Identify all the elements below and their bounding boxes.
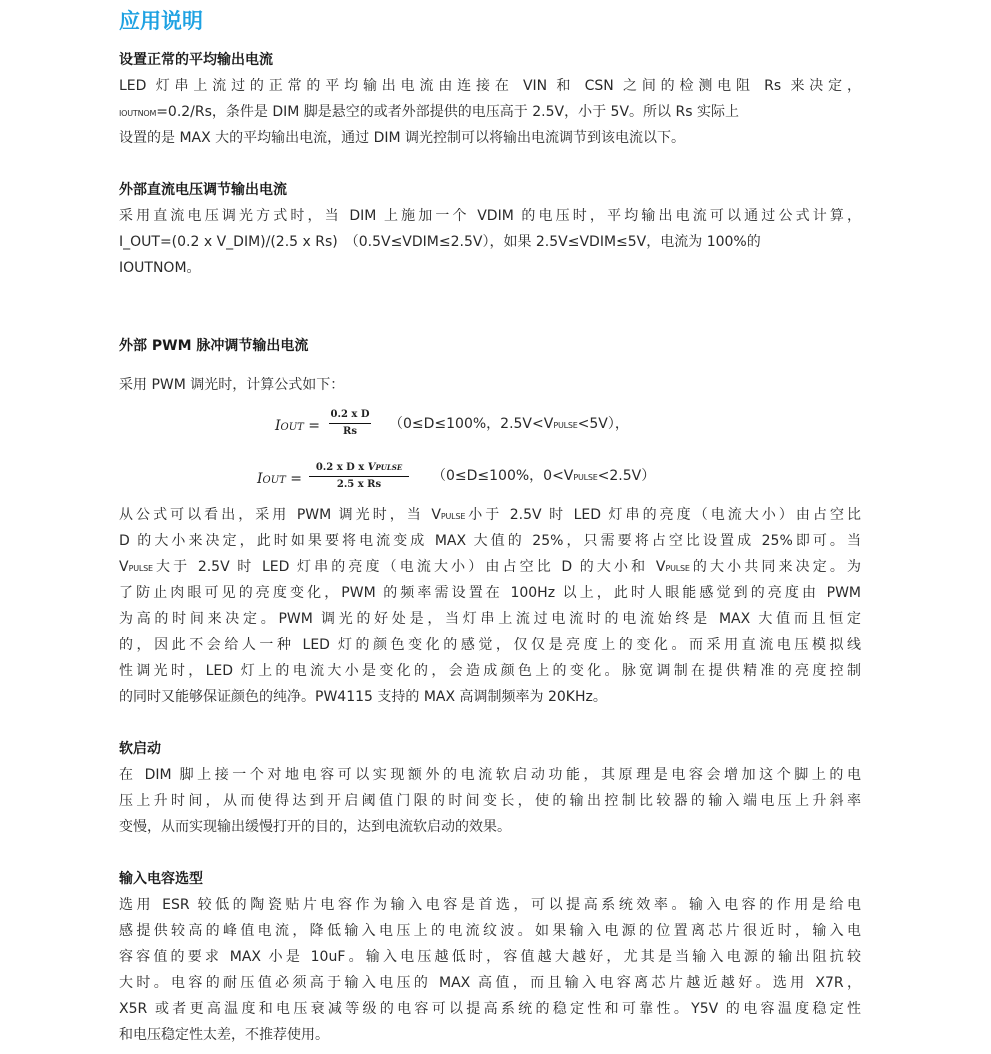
paragraph-line: 的同时又能够保证颜色的纯净。PW4115 支持的 MAX 高调制频率为 20KHz。 bbox=[119, 689, 607, 705]
paragraph-line bbox=[119, 505, 861, 527]
subscript-text: PULSE bbox=[128, 564, 153, 573]
paragraph-line: 和电压稳定性太差，不推荐使用。 bbox=[119, 1027, 329, 1043]
subscript-text: PULSE bbox=[573, 473, 598, 482]
paragraph-text: V bbox=[119, 559, 129, 575]
numerator-text: 0.2 x D x bbox=[315, 462, 368, 473]
paragraph-line: 变慢，从而实现输出缓慢打开的目的，达到电流软启动的效果。 bbox=[119, 819, 511, 835]
paragraph-text: 小于 2.5V 时 LED 灯串的亮度（电流大小）由占空比 bbox=[465, 507, 861, 523]
paragraph-line: 采用直流电压调光方式时，当 DIM 上施加一个 VDIM 的电压时，平均输出电流可以通过公式计算， bbox=[119, 208, 861, 224]
section-heading-avg-current: 设置正常的平均输出电流 bbox=[119, 52, 273, 68]
fraction-denominator: 2.5 x Rs bbox=[336, 479, 382, 490]
paragraph-text: 从公式可以看出，采用 PWM 调光时，当 V bbox=[119, 507, 441, 523]
subscript-text: IOUTNOM bbox=[119, 109, 157, 118]
paragraph-line: X5R 或者更高温度和电压衰减等级的电容可以提高系统的稳定性和可靠性。Y5V 的电容温度稳定性 bbox=[119, 1001, 861, 1017]
paragraph-line: D 的大小来决定，此时如果要将电流变成 MAX 大值的 25%，只需要将占空比设置成 25%即可。当 bbox=[119, 533, 861, 549]
paragraph-line: 在 DIM 脚上接一个对地电容可以实现额外的电流软启动功能，其原理是电容会增加这个脚上的电 bbox=[119, 767, 861, 783]
formula-lhs bbox=[275, 416, 320, 438]
paragraph-line: 感提供较高的峰值电流，降低输入电压上的电流纹波。如果输入电源的位置离芯片很近时，输入电 bbox=[119, 923, 861, 939]
condition-text: <2.5V） bbox=[597, 468, 656, 484]
paragraph-line: 容容值的要求 MAX 小是 10uF。输入电压越低时，容值越大越好，尤其是当输入电源的输出阻抗较 bbox=[119, 949, 861, 965]
paragraph-line: 选用 ESR 较低的陶瓷贴片电容作为输入电容是首选，可以提高系统效率。输入电容的作用是给电 bbox=[119, 897, 861, 913]
formula-condition bbox=[432, 466, 655, 488]
formula-lhs bbox=[257, 469, 302, 491]
fraction-numerator bbox=[309, 462, 409, 476]
paragraph-line: 压上升时间，从而使得达到开启阈值门限的时间变长，使的输出控制比较器的输入端电压上升斜率 bbox=[119, 793, 861, 809]
paragraph-text: 大于 2.5V 时 LED 灯串的亮度（电流大小）由占空比 D 的大小和 V bbox=[152, 559, 666, 575]
numerator-variable: V bbox=[367, 462, 376, 473]
section-heading-input-capacitor: 输入电容选型 bbox=[119, 871, 203, 887]
paragraph-line: 设置的是 MAX 大的平均输出电流，通过 DIM 调光控制可以将输出电流调节到该电流以下。 bbox=[119, 130, 686, 146]
formula-subscript: OUT bbox=[280, 422, 304, 433]
formula-subscript: OUT bbox=[262, 475, 286, 486]
paragraph-text: =0.2/Rs，条件是 DIM 脚是悬空的或者外部提供的电压高于 2.5V，小于 5V。所以 Rs 实际上 bbox=[156, 104, 739, 120]
paragraph-line: IOUTNOM。 bbox=[119, 260, 201, 276]
formula-fraction bbox=[309, 462, 409, 491]
section-heading-dc-dimming: 外部直流电压调节输出电流 bbox=[119, 182, 287, 198]
fraction-denominator: Rs bbox=[343, 426, 357, 437]
page-title: 应用说明 bbox=[119, 9, 203, 33]
paragraph-line bbox=[119, 557, 861, 579]
paragraph-line: LED 灯串上流过的正常的平均输出电流由连接在 VIN 和 CSN 之间的检测电阻 Rs 来决定， bbox=[119, 78, 861, 94]
numerator-subscript: PULSE bbox=[375, 463, 403, 472]
paragraph-line: 的，因此不会给人一种 LED 灯的颜色变化的感觉，仅仅是亮度上的变化。而采用直流电压模拟线 bbox=[119, 637, 861, 653]
subscript-text: PULSE bbox=[440, 512, 466, 521]
paragraph-line: I_OUT=(0.2 x V_DIM)/(2.5 x Rs) （0.5V≤VDIM≤2.5V），如果 2.5V≤VDIM≤5V，电流为 100%的 bbox=[119, 234, 761, 250]
section-heading-pwm-dimming: 外部 PWM 脉冲调节输出电流 bbox=[119, 338, 309, 354]
fraction-numerator: 0.2 x D bbox=[330, 409, 370, 420]
paragraph-line bbox=[119, 102, 861, 124]
paragraph-line: 采用 PWM 调光时，计算公式如下： bbox=[119, 377, 345, 393]
formula-variable: I bbox=[275, 418, 281, 434]
subscript-text: PULSE bbox=[553, 421, 578, 430]
condition-text: <5V）， bbox=[577, 416, 629, 432]
section-heading-soft-start: 软启动 bbox=[119, 741, 161, 757]
paragraph-line: 性调光时，LED 灯上的电流大小是变化的，会造成颜色上的变化。脉宽调制在提供精准的亮度控制 bbox=[119, 663, 861, 679]
subscript-text: PULSE bbox=[665, 564, 690, 573]
equals-sign: = bbox=[285, 471, 303, 487]
paragraph-text: 的大小共同来决定。为 bbox=[689, 559, 861, 575]
formula-fraction bbox=[329, 409, 371, 438]
formula-variable: I bbox=[257, 471, 263, 487]
condition-text: （0≤D≤100%，0<V bbox=[432, 468, 574, 484]
paragraph-line: 了防止肉眼可见的亮度变化，PWM 的频率需设置在 100Hz 以上，此时人眼能感觉到的亮度由 PWM bbox=[119, 585, 861, 601]
paragraph-line: 大时。电容的耐压值必须高于输入电压的 MAX 高值，而且输入电容离芯片越近越好。选用 X7R， bbox=[119, 975, 861, 991]
condition-text: （0≤D≤100%，2.5V<V bbox=[389, 416, 554, 432]
formula-condition bbox=[389, 414, 629, 436]
paragraph-line: 为高的时间来决定。PWM 调光的好处是，当灯串上流过电流时的电流始终是 MAX 大值而且恒定 bbox=[119, 611, 861, 627]
equals-sign: = bbox=[303, 418, 321, 434]
